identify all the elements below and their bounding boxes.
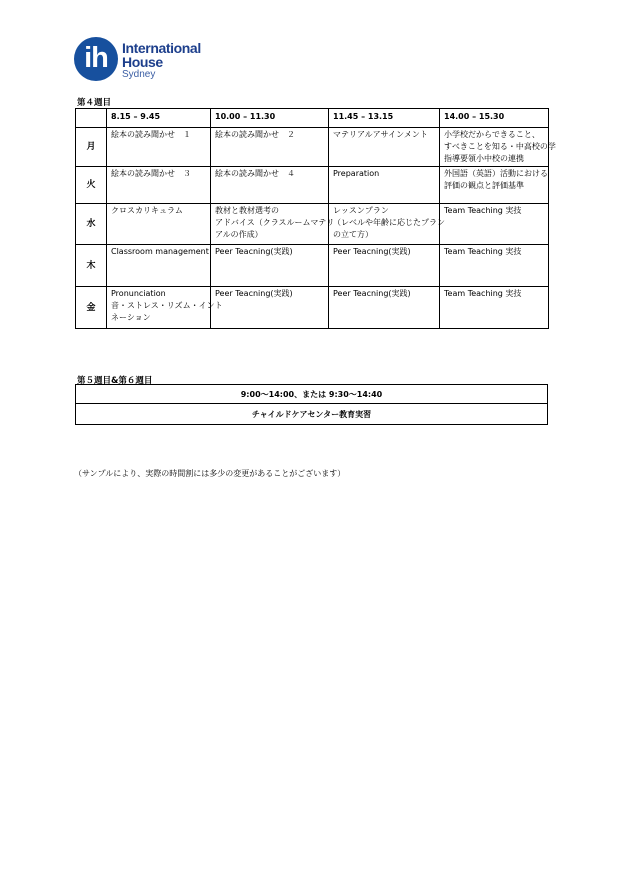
cell-line: ネーション [111,313,151,322]
week4-title: 第４週目 [77,98,112,108]
cell-line: Peer Teacning(実践) [333,247,411,256]
cell-line: 絵本の読み聞かせ ４ [215,169,295,178]
cell-line: 絵本の読み聞かせ ２ [215,130,295,139]
table-row [76,287,549,329]
schedule-cell [107,245,211,287]
week56-time: 9:00〜14:00、または 9:30〜14:40 [76,385,548,404]
logo [74,37,214,82]
schedule-cell [211,167,329,204]
schedule-note: （サンプルにより、実際の時間割には多少の変更があることがございます） [74,469,346,478]
table-row [76,167,549,204]
cell-line: すべきことを知る・中高校の学 [444,142,556,151]
schedule-cell [440,287,549,329]
table-header-row [76,109,549,128]
cell-line: レッスンプラン [333,206,389,215]
schedule-cell [440,167,549,204]
time-slot-1: 8.15 – 9.45 [107,109,211,128]
cell-line: マテリアルアサインメント [333,130,428,139]
cell-line: 音・ストレス・リズム・イント [111,301,223,310]
logo-line-3: Sydney [122,69,156,80]
logo-line-2: House [122,54,163,70]
schedule-cell [107,204,211,245]
week56-table [75,384,548,425]
corner-cell [76,109,107,128]
cell-line: Team Teaching 実技 [444,247,522,256]
day-label: 火 [76,167,107,204]
table-row [76,404,548,425]
table-row [76,128,549,167]
schedule-cell [440,245,549,287]
cell-line: Peer Teacning(実践) [333,289,411,298]
cell-line: （レベルや年齢に応じたプラン [333,218,445,227]
schedule-cell [211,128,329,167]
schedule-cell [107,128,211,167]
time-slot-4: 14.00 – 15.30 [440,109,549,128]
cell-line: アルの作成） [215,230,263,239]
cell-line: アドバイス（クラスルームマテリ [215,218,335,227]
cell-line: 絵本の読み聞かせ １ [111,130,191,139]
week56-title: 第５週目&第６週目 [77,376,153,386]
cell-line: の立て方） [333,230,373,239]
schedule-cell [107,287,223,329]
schedule-cell [440,204,549,245]
cell-line: 教材と教材選考の [215,206,279,215]
schedule-cell [211,287,329,329]
cell-line: Peer Teacning(実践) [215,247,293,256]
logo-mark: ih [74,37,118,81]
schedule-cell [107,167,211,204]
logo-wordmark [122,41,201,80]
cell-line: 指導要領小中校の連携 [444,154,524,163]
day-label: 木 [76,245,107,287]
time-slot-2: 10.00 – 11.30 [211,109,329,128]
schedule-cell [211,204,335,245]
cell-line: 絵本の読み聞かせ ３ [111,169,191,178]
cell-line: Team Teaching 実技 [444,289,522,298]
schedule-cell [440,128,556,167]
week4-schedule-table [75,108,556,329]
table-row [76,245,549,287]
cell-line: 外国語（英語）活動における [444,169,548,178]
cell-line: 評価の観点と評価基準 [444,181,524,190]
cell-line: Preparation [333,169,380,178]
time-slot-3: 11.45 – 13.15 [329,109,440,128]
cell-line: Classroom management [111,247,209,256]
cell-line: Team Teaching 実技 [444,206,522,215]
schedule-cell [329,167,440,204]
schedule-cell [329,128,440,167]
logo-line-1: International [122,40,201,56]
table-row [76,204,549,245]
cell-line: Peer Teacning(実践) [215,289,293,298]
table-row [76,385,548,404]
schedule-cell [329,204,445,245]
day-label: 水 [76,204,107,245]
cell-line: 小学校だからできること、 [444,130,540,139]
schedule-cell [329,245,440,287]
schedule-cell [329,287,440,329]
schedule-cell [211,245,329,287]
cell-line: Pronunciation [111,289,166,298]
day-label: 金 [76,287,107,329]
cell-line: クロスカリキュラム [111,206,183,215]
day-label: 月 [76,128,107,167]
week56-activity: チャイルドケアセンター教育実習 [76,404,548,425]
